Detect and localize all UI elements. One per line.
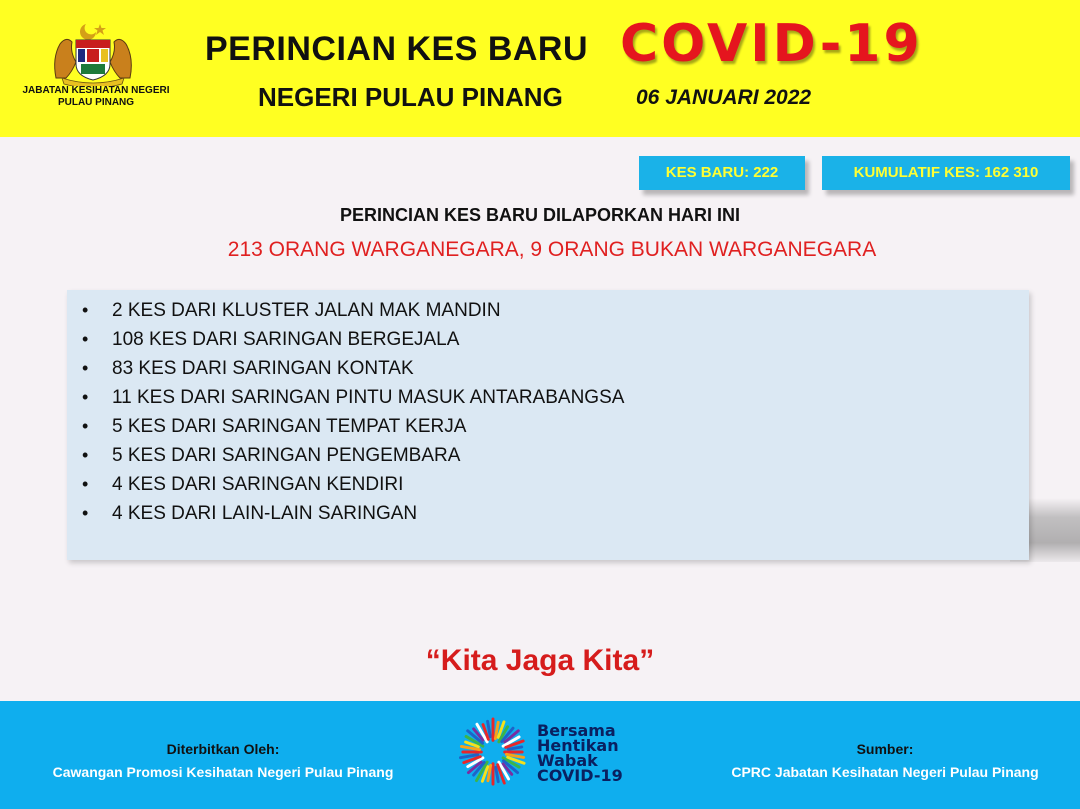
case-text: 108 KES DARI SARINGAN BERGEJALA [112,329,460,350]
case-text: 5 KES DARI SARINGAN TEMPAT KERJA [112,416,467,437]
campaign-line: Wabak [537,751,598,770]
source-label: Sumber: [856,741,914,757]
list-item [67,354,1029,383]
list-item [67,499,1029,528]
campaign-line: Hentikan [537,736,619,755]
bullet-icon: • [82,503,89,523]
case-text: 11 KES DARI SARINGAN PINTU MASUK ANTARABANGSA [112,387,625,408]
case-text: 2 KES DARI KLUSTER JALAN MAK MANDIN [112,300,501,321]
published-label: Diterbitkan Oleh: [166,741,280,757]
case-text: 5 KES DARI SARINGAN PENGEMBARA [112,445,461,466]
published-by: Cawangan Promosi Kesihatan Negeri Pulau Pinang [52,764,394,780]
bullet-icon: • [82,416,89,436]
case-text: 4 KES DARI LAIN-LAIN SARINGAN [112,503,418,524]
summary-heading: PERINCIAN KES BARU DILAPORKAN HARI INI [339,205,741,225]
starburst-icon [458,716,528,788]
campaign-logo-text [537,723,623,783]
case-list [67,290,1029,528]
source-text: CPRC Jabatan Kesihatan Negeri Pulau Pinang [731,764,1039,780]
covid-title: COVID-19 [620,14,923,74]
list-item [67,383,1029,412]
list-item [67,470,1029,499]
bullet-icon: • [82,445,89,465]
case-text: 83 KES DARI SARINGAN KONTAK [112,358,414,379]
bullet-icon: • [82,387,89,407]
nationality-breakdown: 213 ORANG WARGANEGARA, 9 ORANG BUKAN WARGANEGARA [227,238,877,261]
bullet-icon: • [82,358,89,378]
coat-of-arms-icon [48,18,138,86]
list-item [67,296,1029,325]
state-title: NEGERI PULAU PINANG [258,82,563,112]
bullet-icon: • [82,329,89,349]
case-list-panel [67,290,1029,560]
starburst-ray [508,747,521,749]
footer-banner [0,701,1080,809]
bullet-icon: • [82,300,89,320]
report-date: 06 JANUARI 2022 [636,86,812,109]
list-item [67,441,1029,470]
campaign-line: Bersama [537,721,616,740]
new-cases-badge: KES BARU: 222 [639,156,805,190]
slogan: “Kita Jaga Kita” [425,644,655,677]
case-text: 4 KES DARI SARINGAN KENDIRI [112,474,404,495]
cumulative-cases-badge: KUMULATIF KES: 162 310 [822,156,1070,190]
page-title: PERINCIAN KES BARU [205,30,589,68]
department-name: JABATAN KESIHATAN NEGERI PULAU PINANG [22,85,170,108]
campaign-line: COVID-19 [537,766,623,785]
list-item [67,325,1029,354]
bullet-icon: • [82,474,89,494]
header-banner [0,0,1080,137]
list-item [67,412,1029,441]
